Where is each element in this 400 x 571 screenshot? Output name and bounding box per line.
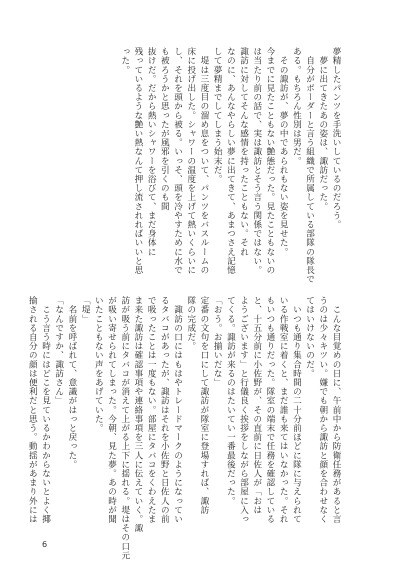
text-line: 床に投げ出した。シャワーの温度を上げて熱いくらいに — [185, 47, 196, 275]
text-line: った。 — [119, 47, 130, 75]
text-line: 堤は三度目の溜め息をついて、パンツをバスルームの — [198, 47, 209, 275]
upper-text-column-block — [55, 47, 342, 284]
text-line: 抜けだ。だから熱いシャワーを浴びて、まだ身体に — [146, 47, 157, 257]
text-line: 名前を呼ばれて、意識がはっと戻った。 — [66, 296, 77, 469]
text-line: こんな目覚めの日に、午前中から防衛任務があると言 — [331, 296, 341, 524]
text-line: 夢精したパンツを手洗いしているのだろう。 — [331, 47, 341, 229]
text-line: も被ろうかと思ったが風邪を引くのも間 — [159, 47, 170, 211]
text-line: 隊の完成だ。 — [185, 296, 196, 351]
text-line: が吸い寄せられてしまった。今朝、見た夢。あの時が聞 — [106, 296, 117, 524]
text-line: もいつも通りだった。隊室の端末で任務を確認している — [264, 296, 275, 524]
text-line: 自分がボーダーと言う組織で所属している部隊の隊長で — [304, 47, 315, 284]
text-line: 定番の文句を口にして諏訪が隊室に登場すれば、諏訪 — [198, 296, 209, 515]
text-line: 「なんですか、諏訪さん」 — [53, 296, 64, 406]
text-line: 揄される自分の顔は便利だと思う。動揺があまり外には — [27, 296, 38, 524]
text-line: 夢に出てきたあの姿は、諏訪だった。 — [317, 47, 328, 211]
text-line: てくる。諏訪が来るのはたいてい一番最後だった。 — [225, 296, 236, 506]
text-line: てはいけないのだ。 — [304, 296, 315, 378]
text-line: いつも通り集合時間の二十分前ほどに隊に与えられて — [291, 296, 302, 524]
text-line: 「堤」 — [80, 296, 91, 324]
text-line: は当たり前の話で、実は諏訪とそう言う関係ではない。 — [251, 47, 262, 275]
text-line: 「おう。お揃いだな」 — [212, 296, 223, 387]
text-line: 諏訪の口にはもはやトレードマークのようになってい — [172, 296, 183, 524]
text-line: 残っているような艶い熱なんて押し流されればいいと思 — [132, 47, 143, 275]
text-line: 今までに見たこともない艶態だった。見たこともないの — [264, 47, 275, 275]
text-line: いたこともない声をあげていた。 — [93, 296, 104, 433]
text-line: と、十五分前に小佐野が、その直前に日佐人が「おは — [251, 296, 262, 515]
lower-text-column-block — [27, 296, 342, 560]
text-line: なのに、あんなやらしい夢に出てきて、あまつさえ記憶 — [225, 47, 236, 275]
page-number: 6 — [42, 540, 48, 549]
text-line: 訪が吸う前にタバコが消えて上がる上下に揺れる。堤はその口元 — [119, 296, 130, 560]
text-line: いる作戦室に着くと、まだ誰も来てはいなかった。それ — [278, 296, 289, 524]
text-line: し、それを頭から被る。いっそ、頭を冷やすために水で — [172, 47, 183, 275]
text-line: ある。もちろん性別は男だ。 — [291, 47, 302, 166]
text-line: こう言う時にはどこを見ているかわからないとよく揶 — [40, 296, 51, 524]
text-line: るタバコがあったが、諏訪はそれを小佐野と日佐人の前 — [159, 296, 170, 524]
text-line: 諏訪に対してそんな感情を持ったこともない。それ — [238, 47, 249, 257]
text-line: ようございます」と行儀良く挨拶をしながら部屋に入っ — [238, 296, 249, 524]
text-line: して夢精までしてしまう始末だ。 — [212, 47, 223, 184]
text-line: で吸ったことは一度もない。部屋にタバコをくわえたま — [146, 296, 157, 524]
text-line: ま来た諏訪は確認事項や連絡事項を三人に伝えていく。諏 — [132, 296, 143, 533]
text-line: うのは少々キツい。嫌でも朝から諏訪と顔を合わせなく — [317, 296, 328, 524]
text-line: その諏訪が、夢の中であられもない姿を見せた。 — [278, 47, 289, 257]
